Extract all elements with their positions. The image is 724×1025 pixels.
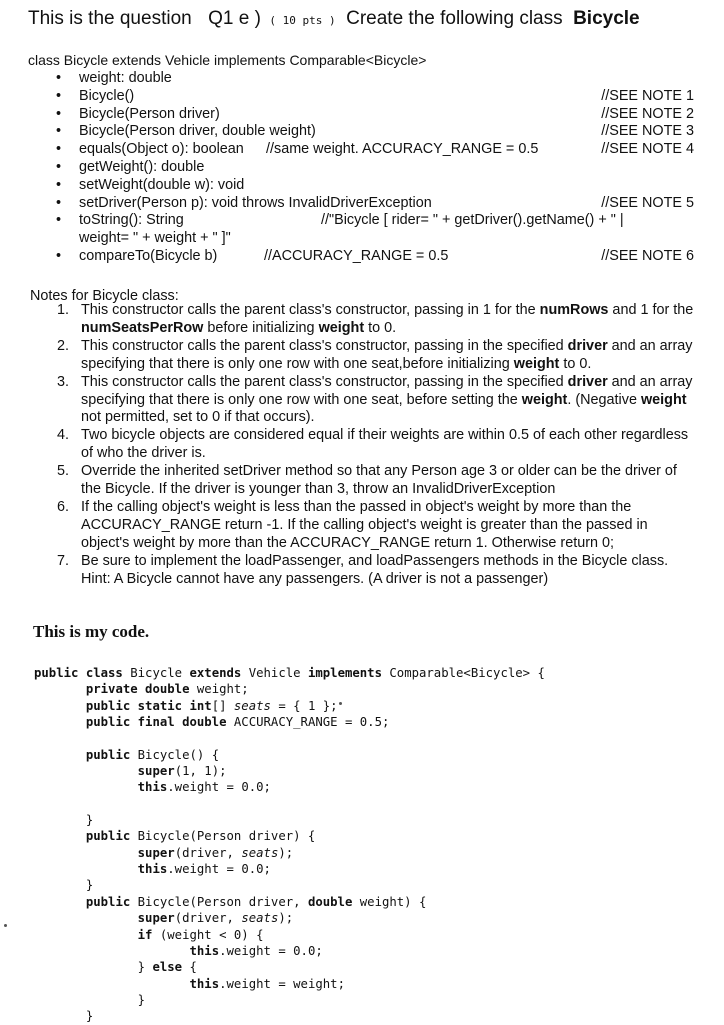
note-item [50,553,695,589]
note-text: and 1 for the [608,302,694,318]
code-keyword: public class [34,666,131,680]
member-signature: setDriver(Person p): void throws InvalidDriverException [79,194,432,211]
code-text: .weight = 0.0; [219,943,323,958]
code-text: } [85,878,94,893]
code-text: Bicycle(Person driver) { [137,829,316,844]
code-keyword: else [152,960,190,975]
member-item [56,159,706,177]
code-static-field [34,993,138,1007]
note-number: 7. [57,552,70,569]
code-text: } [137,960,153,975]
note-item [50,463,695,499]
code-line [34,828,714,844]
note-item [50,302,695,338]
code-keyword: implements [307,666,390,680]
code-static-field [34,829,86,843]
create-instruction: Create the following class [346,8,563,29]
code-static-field [34,748,86,762]
code-static-field [34,1009,86,1023]
note-text: This constructor calls the parent class's constructor, passing in the specified [81,373,568,390]
code-text: } [85,1009,94,1024]
note-text: before initializing [203,319,319,336]
note-keyword: driver [567,373,608,390]
code-text: weight) { [359,894,427,909]
code-line [34,976,714,992]
code-keyword: public [85,747,138,762]
member-note-ref: //SEE NOTE 3 [601,123,694,140]
question-label: This is the question [28,8,192,29]
code-line [34,698,714,714]
code-text: } [85,813,94,828]
note-keyword: driver [567,337,608,354]
note-number: 3. [57,373,70,390]
member-signature: getWeight(): double [79,158,205,175]
bullet-icon: • [56,194,62,211]
note-number: 5. [57,463,70,480]
bullet-icon: • [56,212,62,229]
code-line [34,796,714,812]
member-note-ref: //SEE NOTE 1 [601,87,694,104]
code-text: Bicycle(Person driver, [137,894,308,909]
member-signature: setWeight(double w): void [79,176,245,193]
code-static-field [34,960,138,974]
code-line [34,1008,714,1024]
note-text: and an array specifying that there is only one row with one seat,before initializing [81,337,693,372]
code-keyword: extends [189,666,249,680]
code-line [34,894,714,910]
code-keyword: public [85,829,138,844]
note-text: and an array specifying that there is only one row with one seat, before setting the [81,373,693,408]
code-static-field [34,846,138,860]
code-listing [34,665,714,1025]
question-header [28,8,718,36]
member-item [56,230,706,248]
code-line [34,812,714,828]
code-static-field [34,878,86,892]
note-keyword: weight [513,355,560,372]
bullet-icon: • [56,105,62,122]
code-text: Comparable<Bicycle> { [389,666,545,680]
code-static-field [34,862,138,876]
member-signature: Bicycle(Person driver) [79,105,220,122]
code-text: (1, 1); [174,764,227,779]
code-keyword: double [307,894,360,909]
code-static-field: seats [241,911,279,926]
note-text: to 0. [559,355,592,372]
member-item [56,141,706,159]
note-keyword: weight [521,391,568,408]
code-text: { [189,960,197,975]
note-text: Override the inherited setDriver method so that any Person age 3 or older can be the driver of the Bicycle. If the driver is younger than 3, throw an InvalidDriverException [81,463,677,498]
code-text: Bicycle() { [137,747,220,762]
code-line [34,959,714,975]
code-keyword: super [137,845,175,860]
member-signature: equals(Object o): boolean [79,141,244,158]
member-list [56,70,706,266]
code-keyword: this [137,780,168,795]
code-line [34,763,714,779]
bullet-icon: • [56,176,62,193]
code-static-field [34,699,86,713]
question-id: Q1 e ) [208,8,261,29]
code-line [34,681,714,697]
code-keyword: public static int [85,698,212,713]
member-signature: weight= " + weight + " ]" [79,230,231,247]
code-text: weight; [196,682,249,697]
member-signature: Bicycle() [79,87,135,104]
code-keyword: super [137,911,175,926]
code-static-field [34,715,86,729]
code-line [34,910,714,926]
code-line [34,747,714,763]
code-text: ACCURACY_RANGE = 0.5; [233,715,390,730]
code-text: ); [278,911,294,926]
code-keyword: this [189,976,220,991]
member-comment: //same weight. ACCURACY_RANGE = 0.5 [266,141,539,158]
code-line [34,927,714,943]
code-text: (weight < 0) { [159,927,264,942]
note-keyword: numSeatsPerRow [81,319,204,336]
notes-list [50,302,695,589]
code-line [34,861,714,877]
code-text: (driver, [174,911,242,926]
note-number: 1. [57,302,70,318]
member-item [56,177,706,195]
note-number: 6. [57,498,70,515]
member-note-ref: //SEE NOTE 2 [601,105,694,122]
code-text: } [137,992,146,1007]
code-static-field [34,944,189,958]
note-item [50,338,695,374]
note-number: 2. [57,337,70,354]
code-text: Vehicle [248,666,308,680]
code-text: .weight = 0.0; [167,780,271,795]
note-keyword: numRows [539,302,609,318]
code-keyword: super [137,764,175,779]
code-text: Bicycle [130,666,190,680]
member-signature: toString(): String [79,212,184,229]
note-text: If the calling object's weight is less than the passed in object's weight by more than the ACCURACY_RANGE return -1. If the calling object's weight is greater than the passed in object's weight by more than the ACCURACY_RANGE return 1. Otherwise return 0; [81,498,648,551]
points-label: ( 10 pts ) [269,14,336,27]
note-keyword: weight [318,319,365,336]
code-line [34,943,714,959]
note-text: This constructor calls the parent class's constructor, passing in 1 for the [81,302,540,318]
bullet-icon: • [56,158,62,175]
code-text: [] [211,698,234,713]
code-static-field [34,813,86,827]
code-line [34,779,714,795]
note-text: to 0. [364,319,397,336]
note-item [50,427,695,463]
code-static-field [34,911,138,925]
bullet-icon: • [56,247,62,264]
note-text: Two bicycle objects are considered equal if their weights are within 0.5 of each other regardless of who the driver is. [81,427,689,462]
code-line [34,992,714,1008]
code-line [34,714,714,730]
code-line [34,877,714,893]
member-item [56,248,706,266]
scan-speck [4,924,7,927]
code-static-field: seats [233,698,271,713]
note-item [50,499,695,553]
code-keyword: public [85,894,138,909]
member-item [56,123,706,141]
bullet-icon: • [56,87,62,104]
code-static-field [34,764,138,778]
note-text: . (Negative [567,391,641,408]
code-text: .weight = 0.0; [167,862,271,877]
member-signature: Bicycle(Person driver, double weight) [79,123,316,140]
code-keyword: private double [85,682,197,697]
member-signature: compareTo(Bicycle b) [79,247,218,264]
code-static-field [34,682,86,696]
member-item [56,88,706,106]
code-text: (driver, [174,845,242,860]
note-text: Be sure to implement the loadPassenger, and loadPassengers methods in the Bicycle class. Hint: A Bicycle cannot have any passengers. (A driver is not a passenger) [81,552,669,587]
scan-speck [339,702,342,705]
member-signature: weight: double [79,70,172,86]
code-keyword: this [137,862,168,877]
class-declaration: class Bicycle extends Vehicle implements Comparable<Bicycle> [28,52,427,68]
code-line [34,665,714,681]
member-item [56,212,706,230]
note-item [50,374,695,428]
note-text: not permitted, set to 0 if that occurs). [81,409,315,426]
notes-title: Notes for Bicycle class: [30,288,179,304]
code-static-field [34,928,138,942]
class-name: Bicycle [573,8,640,29]
my-code-label: This is my code. [33,622,150,641]
member-comment: //"Bicycle [ rider= " + getDriver().getName() + " | [321,212,624,229]
code-static-field [34,895,86,909]
member-note-ref: //SEE NOTE 6 [601,247,694,264]
code-text: ); [278,845,294,860]
code-text: = { 1 }; [270,698,338,713]
note-text: This constructor calls the parent class's constructor, passing in the specified [81,337,568,354]
member-item [56,195,706,213]
code-keyword: if [137,927,160,942]
note-number: 4. [57,427,70,444]
bullet-icon: • [56,141,62,158]
note-keyword: weight [640,391,687,408]
code-line [34,730,714,746]
code-line [34,845,714,861]
code-text: .weight = weight; [219,976,345,991]
code-static-field: seats [241,845,279,860]
code-static-field [34,780,138,794]
code-keyword: public final double [85,715,234,730]
member-item [56,106,706,124]
member-item [56,70,706,88]
code-static-field [34,977,189,991]
bullet-icon: • [56,123,62,140]
bullet-icon: • [56,70,62,86]
member-comment: //ACCURACY_RANGE = 0.5 [264,247,449,264]
member-note-ref: //SEE NOTE 5 [601,194,694,211]
code-keyword: this [189,943,220,958]
member-note-ref: //SEE NOTE 4 [601,141,694,158]
